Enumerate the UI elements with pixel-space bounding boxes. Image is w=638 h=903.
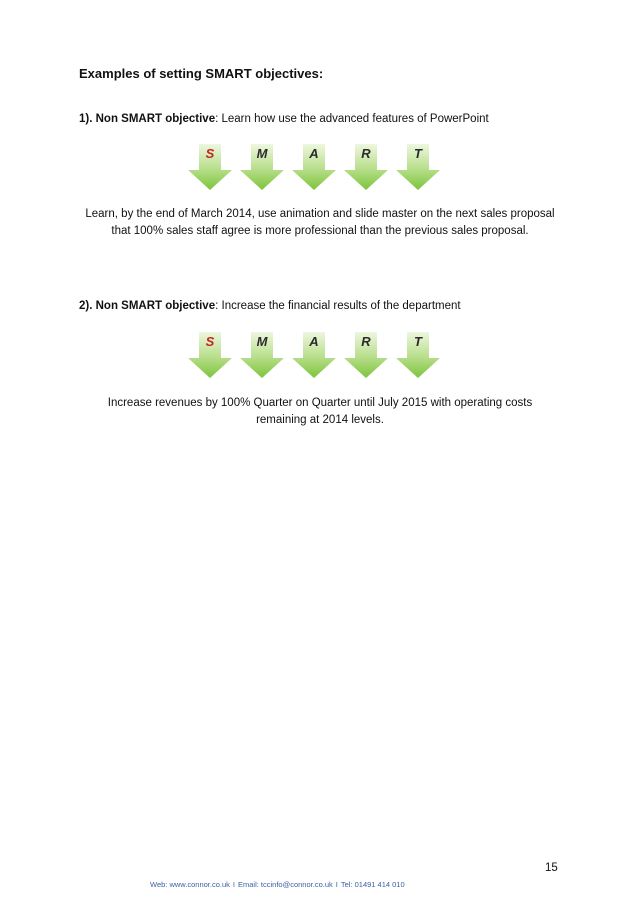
smart-letter-r: R bbox=[361, 334, 371, 349]
page-heading: Examples of setting SMART objectives: bbox=[79, 66, 324, 81]
objective-2-text: : Increase the financial results of the department bbox=[215, 300, 461, 312]
objective-1 bbox=[79, 113, 489, 125]
page-number: 15 bbox=[545, 862, 558, 874]
smart-arrow-m-icon bbox=[240, 332, 284, 378]
smart-arrow-a-icon bbox=[292, 144, 336, 190]
smart-arrow-t-icon bbox=[396, 144, 440, 190]
smart-arrow-r-icon bbox=[344, 144, 388, 190]
smart-arrow-m-icon bbox=[240, 144, 284, 190]
smart-arrow-a-icon bbox=[292, 332, 336, 378]
objective-1-lead: 1). Non SMART objective bbox=[79, 113, 216, 125]
smart-arrow-s-icon bbox=[188, 144, 232, 190]
smart-arrow-row-2 bbox=[188, 332, 438, 378]
smart-letter-t: T bbox=[414, 146, 422, 161]
smart-letter-m: M bbox=[256, 334, 268, 349]
smart-arrow-r-icon bbox=[344, 332, 388, 378]
smart-paragraph-1-line-1: Learn, by the end of March 2014, use animation and slide master on the next sales proposal bbox=[85, 208, 555, 220]
smart-arrow-s-icon bbox=[188, 332, 232, 378]
objective-2-lead: 2). Non SMART objective bbox=[79, 300, 216, 312]
smart-paragraph-1 bbox=[60, 206, 580, 240]
page-footer bbox=[150, 880, 490, 889]
smart-arrow-t-icon bbox=[396, 332, 440, 378]
footer-email: Email: tccinfo@connor.co.uk bbox=[238, 880, 333, 889]
smart-letter-m: M bbox=[256, 146, 268, 161]
smart-paragraph-2 bbox=[60, 395, 580, 429]
smart-paragraph-2-line-2: remaining at 2014 levels. bbox=[256, 414, 384, 426]
smart-arrow-row-1 bbox=[188, 144, 438, 190]
smart-letter-t: T bbox=[414, 334, 422, 349]
footer-web: Web: www.connor.co.uk bbox=[150, 880, 230, 889]
footer-separator: I bbox=[335, 880, 338, 889]
smart-letter-r: R bbox=[361, 146, 371, 161]
smart-paragraph-2-line-1: Increase revenues by 100% Quarter on Quarter until July 2015 with operating costs bbox=[107, 397, 533, 409]
footer-separator: I bbox=[232, 880, 235, 889]
smart-letter-a: A bbox=[309, 146, 319, 161]
objective-1-text: : Learn how use the advanced features of PowerPoint bbox=[215, 113, 489, 125]
smart-letter-s: S bbox=[205, 334, 215, 349]
smart-letter-a: A bbox=[309, 334, 319, 349]
smart-letter-s: S bbox=[205, 146, 215, 161]
smart-paragraph-1-line-2: that 100% sales staff agree is more professional than the previous sales proposal. bbox=[111, 225, 529, 237]
footer-tel: Tel: 01491 414 010 bbox=[340, 880, 405, 889]
objective-2 bbox=[79, 300, 461, 312]
